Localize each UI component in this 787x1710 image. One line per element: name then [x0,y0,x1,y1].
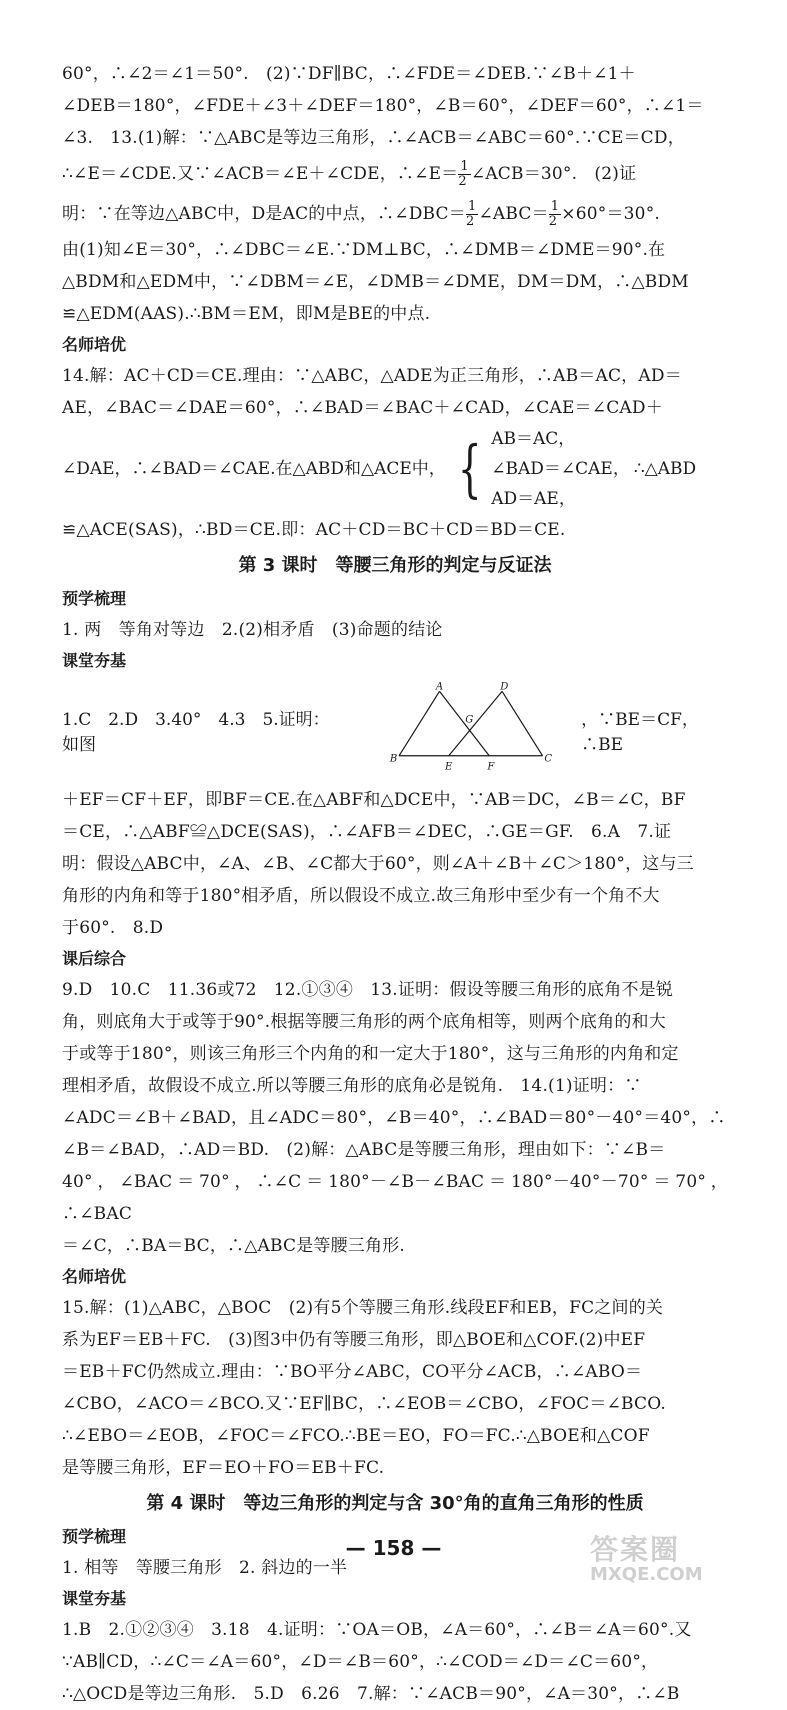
fraction-numerator: 1 [550,199,560,214]
fraction-denominator: 2 [458,174,467,189]
text-line: ≌△EDM(AAS).∴BM＝EM，即M是BE的中点. [62,304,431,324]
text-line: 40°，∠BAC＝70°，∴∠C＝180°－∠B－∠BAC＝180°－40°－70°＝70°，∴∠BAC [62,1172,728,1224]
section-heading: 名师培优 [62,335,127,354]
text-line: 15.解：(1)△ABC，△BOC (2)有5个等腰三角形.线段EF和EB，FC之间的关 [62,1298,664,1318]
text-line: AE，∠BAC＝∠DAE＝60°，∴∠BAD＝∠BAC＋∠CAD，∠CAE＝∠CAD＋ [62,398,663,418]
text-segment: ，∵BE＝CF，∴BE [581,710,699,755]
fraction-numerator: 1 [460,159,469,174]
text-line: ∴∠EBO＝∠EOB，∠FOC＝∠FCO.∴BE＝EO，FO＝FC.∴△BOE和△COF [62,1426,650,1446]
fraction-one-half [466,200,478,229]
figure-label-f: F [486,761,494,773]
text-segment: 1.C 2.D 3.40° 4.3 5.证明：如图 [62,710,330,755]
fraction-numerator: 1 [467,199,477,214]
text-line: ＝∠C，∴BA＝BC，∴△ABC是等腰三角形. [62,1236,406,1256]
text-segment: ∠DAE，∴∠BAD＝∠CAE.在△ABD和△ACE中， [62,459,446,479]
text-line: ∠3. 13.(1)解：∵△ABC是等边三角形，∴∠ACB＝∠ABC＝60°.∵CE＝CD， [62,128,685,148]
text-line [62,194,728,234]
text-line: 9.D 10.C 11.36或72 12.①③④ 13.证明：假设等腰三角形的底角不是锐 [62,980,674,1000]
text-line: ∵AB∥CD，∴∠C＝∠A＝60°，∠D＝∠B＝60°，∴∠COD＝∠D＝∠C＝60°， [62,1652,659,1672]
text-segment: ∴△ABD [633,459,697,479]
text-line [62,154,728,194]
text-line: ∠DEB＝180°，∠FDE＋∠3＋∠DEF＝180°，∠B＝60°，∠DEF＝60°，∴∠1＝ [62,96,704,116]
text-line: ≌△ACE(SAS)，∴BD＝CE.即：AC＋CD＝BC＋CD＝BD＝CE. [62,520,566,540]
text-line: 60°，∴∠2＝∠1＝50°. (2)∵DF∥BC，∴∠FDE＝∠DEB.∵∠B＋∠1＋ [62,64,636,84]
text-line: ＝CE，∴△ABF≌△DCE(SAS)，∴∠AFB＝∠DEC，∴GE＝GF. 6.A 7.证 [62,822,672,842]
text-segment: ∠ACB＝30°. (2)证 [470,164,637,184]
fraction-one-half [458,160,470,189]
text-line: ＝EB＋FC仍然成立.理由：∵BO平分∠ABC，CO平分∠ACB，∴∠ABO＝ [62,1362,643,1382]
fraction-one-half [549,200,561,229]
watermark-url: MXQE.COM [590,1564,703,1585]
text-line: △BDM和△EDM中，∵∠DBM＝∠E，∠DMB＝∠DME，DM＝DM，∴△BDM [62,272,689,292]
text-segment: 明：∵在等边△ABC中，D是AC的中点，∴∠DBC＝ [62,204,466,224]
text-line: 明：假设△ABC中，∠A、∠B、∠C都大于60°，则∠A＋∠B＋∠C＞180°，这与三 [62,854,694,874]
text-line: 于或等于180°，则该三角形三个内角的和一定大于180°，这与三角形的内角和定 [62,1044,679,1064]
text-line: 1. 相等 等腰三角形 2. 斜边的一半 [62,1558,348,1578]
text-line: 1.B 2.①②③④ 3.18 4.证明：∵OA＝OB，∠A＝60°，∴∠B＝∠A＝60°.又 [62,1620,692,1640]
answer-block-5-8 [62,784,728,944]
figure-label-d: D [499,681,508,693]
text-line: 理相矛盾，故假设不成立.所以等腰三角形的底角必是锐角. 14.(1)证明：∵ [62,1076,642,1096]
lesson-title: 第 3 课时 等腰三角形的判定与反证法 [238,555,552,576]
text-line: ∠CBO，∠ACO＝∠BCO.又∵EF∥BC，∴∠EOB＝∠CBO，∠FOC＝∠BCO. [62,1394,667,1414]
answer-block-14 [62,360,728,546]
figure-label-b: B [389,753,397,765]
answer-block-lesson4 [62,1614,728,1710]
lesson-title: 第 4 课时 等边三角形的判定与含 30°角的直角三角形的性质 [146,1493,644,1514]
fraction-denominator: 2 [465,214,475,229]
text-line: 角形的内角和等于180°相矛盾，所以假设不成立.故三角形中至少有一个角不大 [62,886,660,906]
figure-label-e: E [444,761,452,773]
answer-block-9-14 [62,974,728,1262]
text-line: 14.解：AC＋CD＝CE.理由：∵△ABC，△ADE为正三角形，∴AB＝AC，AD＝ [62,366,682,386]
text-line: ＋EF＝CF＋EF，即BF＝CE.在△ABF和△DCE中，∵AB＝DC，∠B＝∠C，BF [62,790,686,810]
figure-line [62,676,728,784]
equation-system [450,424,630,514]
section-heading: 课后综合 [62,949,127,968]
text-line: 是等腰三角形，EF＝EO＋FO＝EB＋FC. [62,1458,385,1478]
section-heading: 课堂夯基 [62,1589,127,1608]
fraction-denominator: 2 [548,214,558,229]
text-line: 1. 两 等角对等边 2.(2)相矛盾 (3)命题的结论 [62,620,443,640]
watermark-text: 答案圈 [590,1533,681,1566]
page-number: — 158 — [345,1536,442,1560]
figure-label-g: G [464,714,473,726]
answer-block-15 [62,1292,728,1484]
text-segment: ×60°＝30°. [561,204,660,224]
text-segment: ∴∠E＝∠CDE.又∵∠ACB＝∠E＋∠CDE，∴∠E＝ [62,164,459,184]
system-line: ∠BAD＝∠CAE， [491,459,630,479]
figure-label-a: A [435,681,443,693]
section-heading: 课堂夯基 [62,651,127,670]
text-line: 于60°. 8.D [62,918,164,938]
system-line: AD＝AE， [491,489,576,509]
section-heading: 名师培优 [62,1267,127,1286]
text-line: ∠ADC＝∠B＋∠BAD，且∠ADC＝80°，∠B＝40°，∴∠BAD＝80°－40°＝40°，∴ [62,1108,726,1128]
system-line: AB＝AC， [491,429,576,449]
text-line: ∠B＝∠BAD，∴AD＝BD. (2)解：△ABC是等腰三角形，理由如下：∵∠B＝ [62,1140,666,1160]
equation-system-line [62,424,728,514]
geometry-figure [388,678,554,782]
figure-label-c: C [543,753,552,765]
text-line: 系为EF＝EB＋FC. (3)图3中仍有等腰三角形，即△BOE和△COF.(2)中EF [62,1330,646,1350]
text-line: 角，则底角大于或等于90°.根据等腰三角形的两个底角相等，则两个底角的和大 [62,1012,666,1032]
text-line: ∴△OCD是等边三角形. 5.D 6.26 7.解：∵∠ACB＝90°，∠A＝30°，∴∠B [62,1684,680,1704]
text-line: 由(1)知∠E＝30°，∴∠DBC＝∠E.∵DM⊥BC，∴∠DMB＝∠DME＝90°.在 [62,240,666,260]
section-heading: 预学梳理 [62,1527,127,1546]
left-brace-icon: { [457,432,482,505]
system-lines [491,424,630,514]
answer-block-12-13 [62,58,728,330]
watermark-logo [590,1528,770,1588]
answer-page [62,58,728,1710]
section-heading: 预学梳理 [62,589,127,608]
text-segment: ∠ABC＝ [478,204,549,224]
